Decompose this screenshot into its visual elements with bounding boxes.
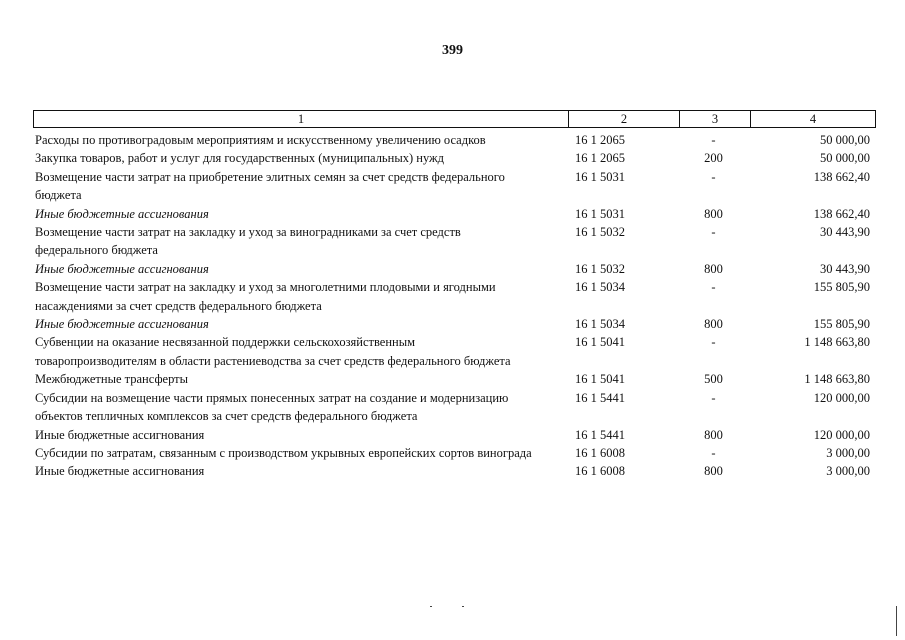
row-description: Иные бюджетные ассигнования	[35, 206, 209, 221]
row-description: Субсидии по затратам, связанным с производством укрывных европейских сортов винограда	[35, 445, 532, 460]
header-col-3: 3	[679, 111, 750, 127]
row-code: 16 1 5032	[575, 261, 625, 276]
header-col-4: 4	[750, 111, 875, 127]
row-kind: 800	[704, 317, 723, 332]
row-description: Закупка товаров, работ и услуг для государственных (муниципальных) нужд	[35, 151, 445, 166]
row-code: 16 1 5031	[575, 169, 625, 184]
row-code: 16 1 5031	[575, 206, 625, 221]
row-code: 16 1 2065	[575, 151, 625, 166]
row-description: Иные бюджетные ассигнования	[35, 427, 205, 442]
row-code: 16 1 6008	[575, 464, 625, 479]
row-description: Возмещение части затрат на приобретение элитных семян за счет средств федерального бюджета	[35, 169, 505, 203]
table-row	[33, 462, 876, 480]
table-row	[33, 223, 876, 260]
row-code: 16 1 5034	[575, 280, 625, 295]
row-description: Межбюджетные трансферты	[35, 372, 189, 387]
row-amount: 3 000,00	[826, 464, 870, 479]
row-amount: 155 805,90	[813, 317, 870, 332]
scan-edge-mark	[896, 606, 897, 636]
row-code: 16 1 5034	[575, 317, 625, 332]
table-row	[33, 168, 876, 205]
row-code: 16 1 2065	[575, 133, 625, 147]
row-amount: 138 662,40	[813, 206, 870, 221]
row-kind: -	[711, 133, 716, 147]
row-amount: 50 000,00	[820, 133, 870, 147]
row-description: Субсидии на возмещение части прямых понесенных затрат на создание и модернизацию объектов тепличных комплексов за счет средств федерального бюджета	[35, 390, 509, 424]
table-body	[33, 131, 876, 481]
row-amount: 3 000,00	[826, 445, 870, 460]
row-kind: 800	[704, 464, 723, 479]
row-amount: 138 662,40	[813, 169, 870, 184]
table-row	[33, 315, 876, 333]
row-amount: 50 000,00	[820, 151, 870, 166]
row-description: Субвенции на оказание несвязанной поддержки сельскохозяйственным товаропроизводителям в области растениеводства за счет средств федерального бюджета	[35, 335, 511, 368]
row-kind: 800	[704, 206, 723, 221]
table-row	[33, 149, 876, 167]
row-amount: 30 443,90	[820, 261, 870, 276]
row-kind: 500	[704, 372, 723, 387]
row-code: 16 1 5041	[575, 372, 625, 387]
row-code: 16 1 5041	[575, 335, 625, 350]
table-row	[33, 131, 876, 149]
row-description: Возмещение части затрат на закладку и уход за многолетними плодовыми и ягодными насаждениями за счет средств федерального бюджета	[35, 280, 496, 313]
table-row	[33, 426, 876, 444]
row-description: Расходы по противоградовым мероприятиям и искусственному увеличению осадков	[35, 133, 486, 147]
row-kind: -	[711, 280, 716, 295]
row-code: 16 1 5441	[575, 390, 625, 405]
row-description: Иные бюджетные ассигнования	[35, 317, 209, 332]
row-description: Иные бюджетные ассигнования	[35, 464, 205, 479]
row-code: 16 1 5032	[575, 225, 625, 240]
row-kind: -	[711, 169, 716, 184]
row-amount: 1 148 663,80	[804, 335, 870, 350]
table-row	[33, 205, 876, 223]
row-description: Возмещение части затрат на закладку и уход за виноградниками за счет средств федерального бюджета	[35, 225, 461, 258]
row-code: 16 1 5441	[575, 427, 625, 442]
row-kind: 200	[704, 151, 723, 166]
table-row	[33, 278, 876, 315]
scan-speck	[430, 606, 432, 607]
table-row	[33, 389, 876, 426]
row-kind: -	[711, 225, 716, 240]
header-col-1: 1	[297, 112, 305, 126]
table-row	[33, 260, 876, 278]
scan-speck	[462, 606, 464, 607]
row-kind: -	[711, 335, 716, 350]
table-row	[33, 444, 876, 462]
page-number: 399	[442, 43, 463, 58]
row-description: Иные бюджетные ассигнования	[35, 261, 209, 276]
row-kind: 800	[704, 427, 723, 442]
row-amount: 1 148 663,80	[804, 372, 870, 387]
row-kind: -	[711, 445, 716, 460]
row-kind: 800	[704, 261, 723, 276]
row-amount: 120 000,00	[813, 427, 870, 442]
table-row	[33, 333, 876, 370]
header-col-2: 2	[568, 111, 679, 127]
row-amount: 30 443,90	[820, 225, 870, 240]
row-code: 16 1 6008	[575, 445, 625, 460]
table-header	[33, 110, 876, 128]
row-amount: 120 000,00	[813, 390, 870, 405]
row-amount: 155 805,90	[813, 280, 870, 295]
table-row	[33, 370, 876, 388]
row-kind: -	[711, 390, 716, 405]
